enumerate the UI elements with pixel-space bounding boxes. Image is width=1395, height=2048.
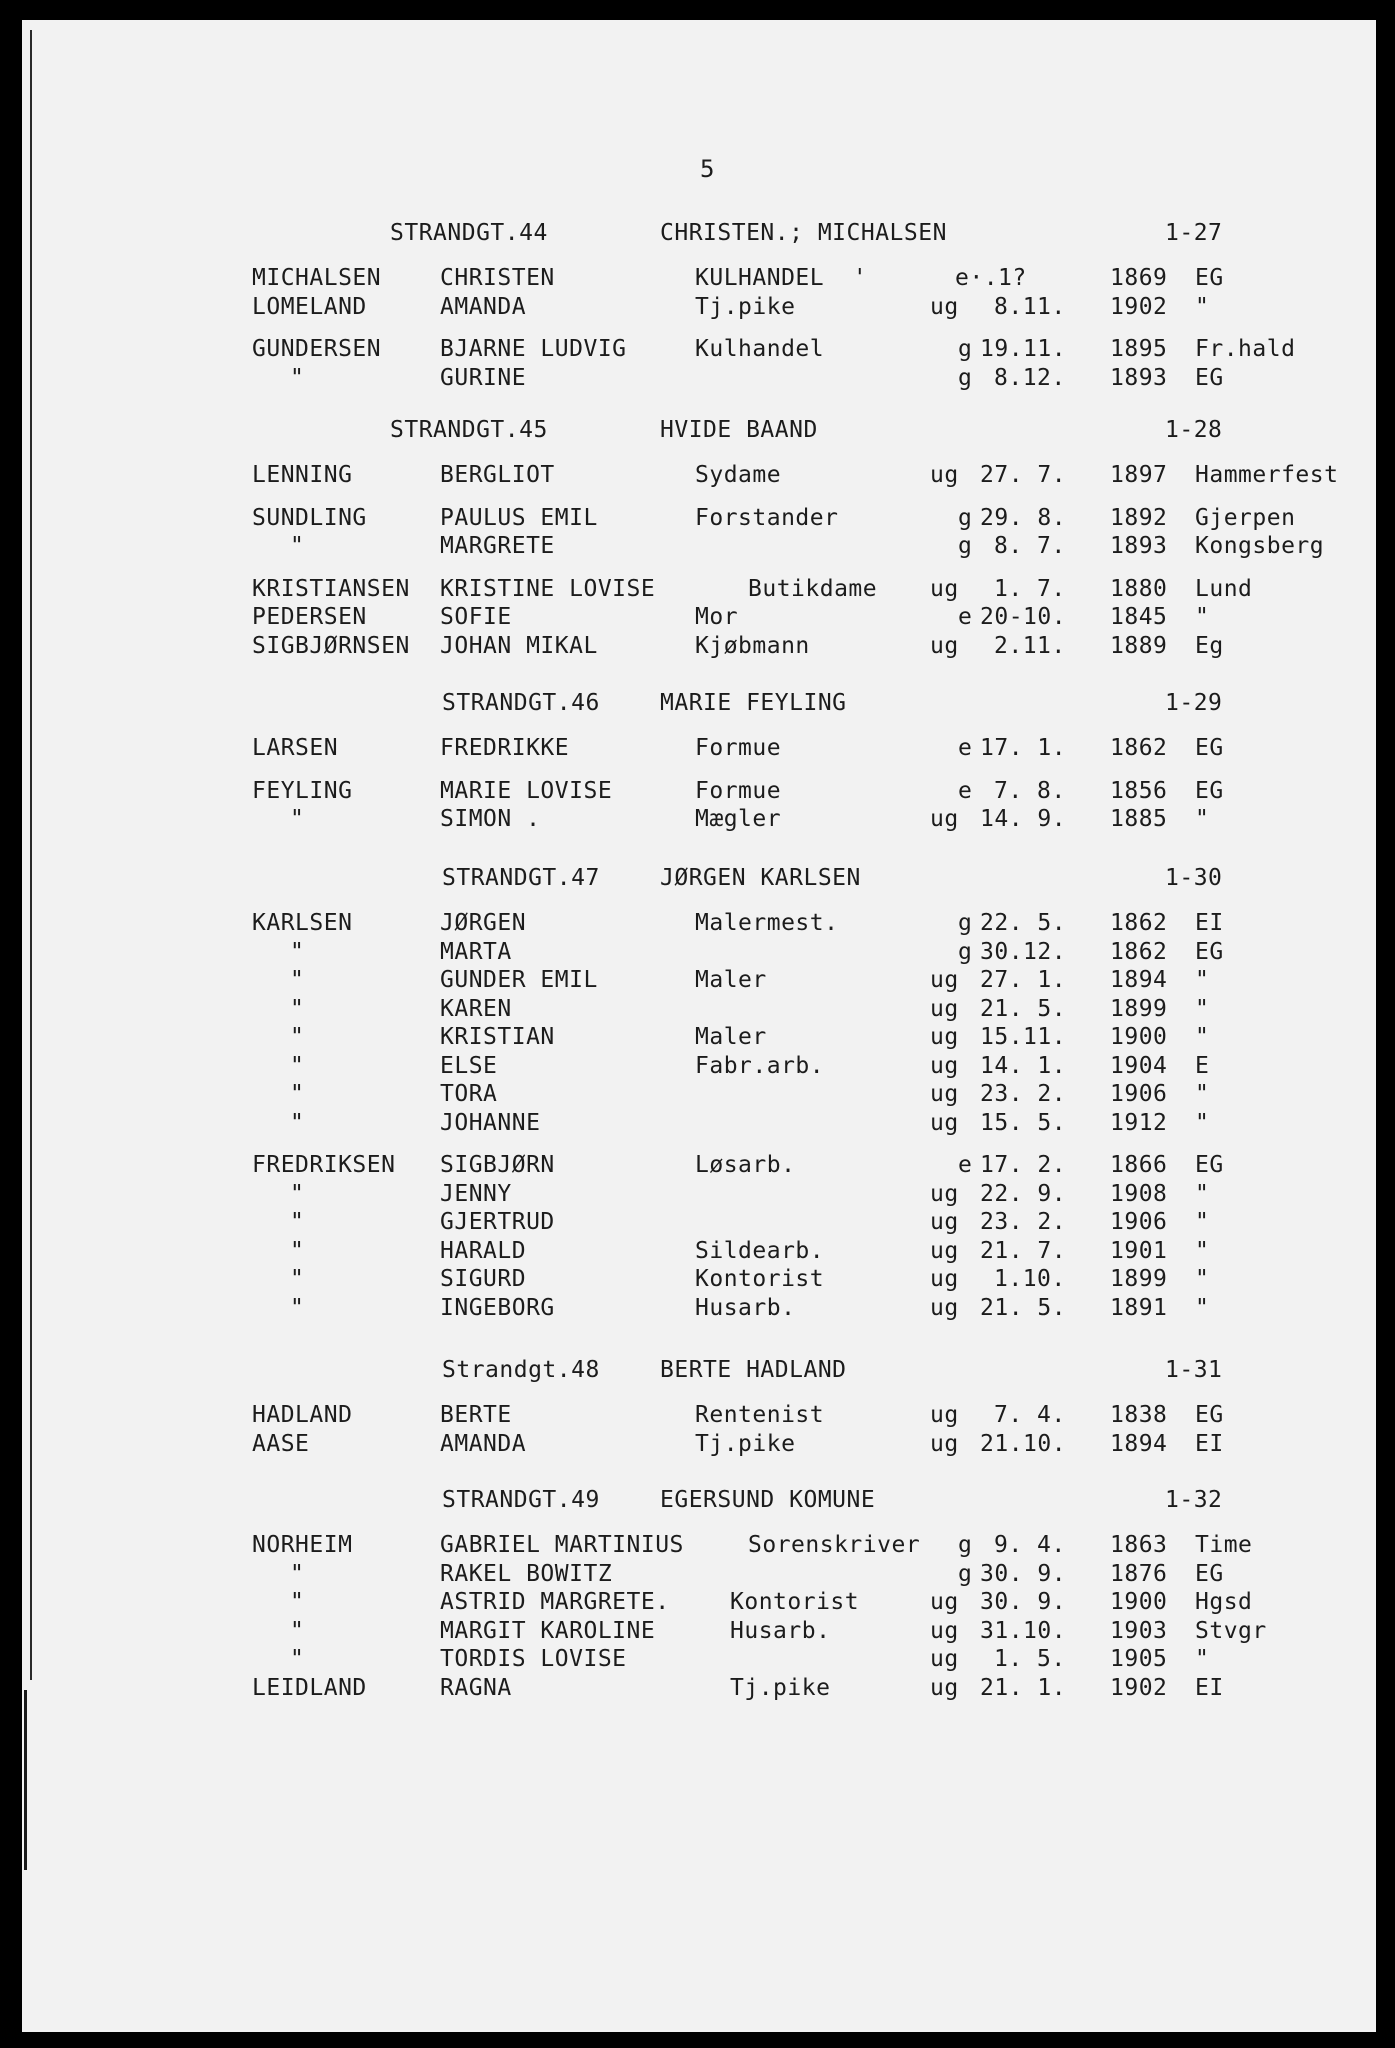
person-surname: LEIDLAND [252,1674,367,1701]
person-marital-status: ug [930,1237,959,1264]
person-surname: KRISTIANSEN [252,575,410,602]
person-birth-year: 1902 [1110,1674,1168,1701]
person-surname: PEDERSEN [252,604,367,630]
person-birthplace: EG [1195,735,1224,761]
person-birth-year: 1895 [1110,336,1168,362]
person-occupation: KULHANDEL ' [695,265,868,291]
person-given-name: ASTRID MARGRETE. [440,1589,670,1615]
person-birth-date: 8. 7. [994,533,1066,559]
person-surname: " [290,364,305,391]
person-birth-date: 31.10. [980,1617,1067,1644]
person-marital-status: g [958,938,973,965]
person-given-name: BJARNE LUDVIG [440,336,627,362]
person-surname: FREDRIKSEN [252,1152,396,1178]
person-occupation: Husarb. [695,1294,796,1321]
person-birth-date: 23. 2. [980,1081,1067,1107]
person-marital-status: e [958,777,973,804]
block-address: Strandgt.48 [442,1357,600,1383]
person-birthplace: " [1195,995,1210,1022]
person-marital-status: ug [930,462,959,488]
person-given-name: JØRGEN [440,910,527,936]
person-birth-date: 21. 7. [980,1237,1067,1264]
person-marital-status: ug [930,1081,959,1107]
person-marital-status: g [958,910,973,936]
person-occupation: Rentenist [695,1402,825,1428]
person-marital-status: ug [930,995,959,1022]
person-surname: " [290,533,305,559]
person-occupation: Mægler [695,806,782,832]
person-birth-year: 1838 [1110,1402,1168,1428]
person-occupation: Tj.pike [730,1674,831,1701]
person-given-name: MARTA [440,938,512,965]
person-birth-year: 1899 [1110,995,1168,1022]
person-marital-status: ug [930,967,959,993]
person-birthplace: " [1195,1209,1210,1235]
person-given-name: TORDIS LOVISE [440,1646,627,1672]
person-birth-year: 1905 [1110,1646,1168,1672]
person-birthplace: Hgsd [1195,1589,1253,1615]
person-birth-year: 1880 [1110,575,1168,602]
person-given-name: GURINE [440,364,527,391]
person-birth-date: 15.11. [980,1024,1067,1050]
person-birth-year: 1892 [1110,504,1168,531]
person-given-name: FREDRIKKE [440,735,570,761]
person-birthplace: EI [1195,1430,1224,1457]
block-address: STRANDGT.44 [390,220,548,246]
block-ref: 1-29 [1165,690,1223,716]
person-birthplace: " [1195,1237,1210,1264]
block-owner: CHRISTEN.; MICHALSEN [660,220,947,246]
person-surname: " [290,1617,305,1644]
person-birth-year: 1902 [1110,293,1168,320]
person-occupation: Maler [695,1024,767,1050]
person-given-name: JOHANNE [440,1109,541,1136]
person-given-name: BERTE [440,1402,512,1428]
person-occupation: Sorenskriver [748,1532,921,1558]
person-occupation: Tj.pike [695,1430,796,1457]
person-given-name: MARGRETE [440,533,555,559]
person-occupation: Kontorist [730,1589,860,1615]
person-birth-year: 1885 [1110,806,1168,832]
person-given-name: PAULUS EMIL [440,504,598,531]
person-surname: " [290,1237,305,1264]
person-occupation: Tj.pike [695,293,796,320]
person-given-name: INGEBORG [440,1294,555,1321]
person-surname: NORHEIM [252,1532,353,1558]
person-birth-year: 1889 [1110,632,1168,659]
person-birth-date: 8.11. [994,293,1066,320]
person-birth-date: 1.10. [994,1266,1066,1292]
person-birth-date: 14. 9. [980,806,1067,832]
person-birthplace: " [1195,1294,1210,1321]
person-occupation: Kulhandel [695,336,825,362]
margin-line [30,30,32,1680]
person-surname: " [290,1294,305,1321]
person-birthplace: " [1195,293,1210,320]
person-birthplace: " [1195,1024,1210,1050]
block-owner: EGERSUND KOMUNE [660,1487,876,1513]
person-surname: AASE [252,1430,310,1457]
person-surname: " [290,1081,305,1107]
person-birth-date: 21. 1. [980,1674,1067,1701]
person-birthplace: EG [1195,938,1224,965]
person-birthplace: EG [1195,364,1224,391]
person-birthplace: Fr.hald [1195,336,1296,362]
person-birthplace: " [1195,806,1210,832]
person-birth-date: 23. 2. [980,1209,1067,1235]
person-birthplace: EI [1195,1674,1224,1701]
person-given-name: KRISTINE LOVISE [440,575,656,602]
person-birthplace: EG [1195,1560,1224,1587]
person-marital-status: ug [930,1180,959,1207]
person-birth-date: 30.12. [980,938,1067,965]
person-birth-year: 1897 [1110,462,1168,488]
person-birth-date: 9. 4. [994,1532,1066,1558]
person-occupation: Fabr.arb. [695,1052,825,1079]
person-marital-status: g [958,1560,973,1587]
person-birthplace: Stvgr [1195,1617,1267,1644]
block-address: STRANDGT.45 [390,417,548,443]
person-birth-date: 2.11. [994,632,1066,659]
person-birth-date: 1. 5. [994,1646,1066,1672]
block-owner: JØRGEN KARLSEN [660,865,861,891]
person-birth-date: 21. 5. [980,995,1067,1022]
person-birth-date: 1. 7. [994,575,1066,602]
person-birth-date: 21. 5. [980,1294,1067,1321]
person-birthplace: Gjerpen [1195,504,1296,531]
person-given-name: AMANDA [440,293,527,320]
person-birth-date: 7. 4. [994,1402,1066,1428]
person-birth-year: 1900 [1110,1024,1168,1050]
person-birth-date: 29. 8. [980,504,1067,531]
person-occupation: Kontorist [695,1266,825,1292]
person-occupation: Forstander [695,504,839,531]
person-birth-year: 1869 [1110,265,1168,291]
person-occupation: Formue [695,735,782,761]
person-birth-date: 14. 1. [980,1052,1067,1079]
person-birth-year: 1862 [1110,910,1168,936]
person-surname: LENNING [252,462,353,488]
person-marital-status: e [958,1152,973,1178]
person-given-name: SIMON . [440,806,541,832]
person-marital-status: ug [930,632,959,659]
person-given-name: CHRISTEN [440,265,555,291]
person-birth-date: 17. 1. [980,735,1067,761]
person-birthplace: EI [1195,910,1224,936]
person-birth-year: 1862 [1110,735,1168,761]
person-birthplace: EG [1195,265,1224,291]
person-given-name: JOHAN MIKAL [440,632,598,659]
person-birthplace: EG [1195,1152,1224,1178]
person-marital-status: ug [930,1109,959,1136]
person-surname: MICHALSEN [252,265,382,291]
person-birth-year: 1893 [1110,533,1168,559]
person-surname: GUNDERSEN [252,336,382,362]
person-birth-year: 1906 [1110,1209,1168,1235]
person-marital-status: ug [930,575,959,602]
person-birth-year: 1912 [1110,1109,1168,1136]
person-marital-status: ug [930,1209,959,1235]
person-marital-status: g [958,504,973,531]
person-birth-year: 1900 [1110,1589,1168,1615]
person-occupation: Maler [695,967,767,993]
block-address: STRANDGT.49 [442,1487,600,1513]
person-surname: FEYLING [252,777,353,804]
person-marital-status: ug [930,1024,959,1050]
person-occupation: Sildearb. [695,1237,825,1264]
person-birthplace: Time [1195,1532,1253,1558]
person-surname: " [290,1560,305,1587]
person-birth-year: 1866 [1110,1152,1168,1178]
block-ref: 1-30 [1165,865,1223,891]
person-birthplace: EG [1195,777,1224,804]
person-surname: " [290,938,305,965]
person-birth-year: 1863 [1110,1532,1168,1558]
person-surname: KARLSEN [252,910,353,936]
person-marital-status: ug [930,293,959,320]
person-birth-year: 1899 [1110,1266,1168,1292]
person-given-name: TORA [440,1081,498,1107]
person-surname: " [290,1209,305,1235]
person-birth-date: 27. 7. [980,462,1067,488]
person-birthplace: E [1195,1052,1210,1079]
person-marital-status: g [958,533,973,559]
person-birthplace: " [1195,1109,1210,1136]
person-given-name: AMANDA [440,1430,527,1457]
person-birthplace: " [1195,604,1210,630]
person-occupation: Husarb. [730,1617,831,1644]
person-given-name: GUNDER EMIL [440,967,598,993]
person-surname: SIGBJØRNSEN [252,632,410,659]
person-birth-year: 1862 [1110,938,1168,965]
person-marital-status: ug [930,1617,959,1644]
person-surname: " [290,995,305,1022]
person-birth-date: 21.10. [980,1430,1067,1457]
person-birth-year: 1906 [1110,1081,1168,1107]
person-birthplace: " [1195,1266,1210,1292]
person-given-name: GABRIEL MARTINIUS [440,1532,684,1558]
person-birth-year: 1894 [1110,1430,1168,1457]
person-marital-status: ug [930,1294,959,1321]
person-given-name: MARGIT KAROLINE [440,1617,656,1644]
person-birth-year: 1908 [1110,1180,1168,1207]
person-marital-status: ug [930,1266,959,1292]
person-birthplace: Kongsberg [1195,533,1325,559]
person-marital-status: e·.1? [955,265,1027,291]
person-given-name: BERGLIOT [440,462,555,488]
person-birth-date: 22. 5. [980,910,1067,936]
person-surname: SUNDLING [252,504,367,531]
block-owner: MARIE FEYLING [660,690,847,716]
person-surname: " [290,1266,305,1292]
person-birth-date: 19.11. [980,336,1067,362]
person-given-name: SIGBJØRN [440,1152,555,1178]
person-birth-year: 1845 [1110,604,1168,630]
person-birth-date: 27. 1. [980,967,1067,993]
person-birth-date: 8.12. [994,364,1066,391]
person-birthplace: Hammerfest [1195,462,1339,488]
person-surname: " [290,1109,305,1136]
person-surname: LARSEN [252,735,339,761]
person-birthplace: " [1195,1646,1210,1672]
person-birthplace: " [1195,967,1210,993]
person-birthplace: " [1195,1180,1210,1207]
person-birthplace: Eg [1195,632,1224,659]
person-surname: " [290,1646,305,1672]
person-birth-year: 1893 [1110,364,1168,391]
person-birth-date: 17. 2. [980,1152,1067,1178]
person-birth-date: 30. 9. [980,1560,1067,1587]
person-occupation: Mor [695,604,739,630]
person-birthplace: Lund [1195,575,1253,602]
block-ref: 1-32 [1165,1487,1223,1513]
person-marital-status: ug [930,806,959,832]
person-given-name: SIGURD [440,1266,527,1292]
person-marital-status: g [958,336,973,362]
person-surname: " [290,967,305,993]
person-surname: " [290,806,305,832]
person-given-name: KAREN [440,995,512,1022]
block-ref: 1-28 [1165,417,1223,443]
person-marital-status: ug [930,1402,959,1428]
person-surname: " [290,1052,305,1079]
person-marital-status: e [958,735,973,761]
person-birth-year: 1876 [1110,1560,1168,1587]
person-birth-year: 1891 [1110,1294,1168,1321]
page-number: 5 [700,155,715,183]
person-surname: " [290,1024,305,1050]
person-marital-status: ug [930,1052,959,1079]
person-birth-year: 1894 [1110,967,1168,993]
person-birthplace: EG [1195,1402,1224,1428]
person-marital-status: g [958,1532,973,1558]
person-surname: " [290,1589,305,1615]
person-occupation: Malermest. [695,910,839,936]
person-surname: HADLAND [252,1402,353,1428]
person-surname: " [290,1180,305,1207]
person-birth-date: 7. 8. [994,777,1066,804]
person-given-name: JENNY [440,1180,512,1207]
block-owner: BERTE HADLAND [660,1357,847,1383]
person-birth-date: 30. 9. [980,1589,1067,1615]
person-birthplace: " [1195,1081,1210,1107]
person-marital-status: ug [930,1430,959,1457]
person-given-name: MARIE LOVISE [440,777,613,804]
person-given-name: SOFIE [440,604,512,630]
person-marital-status: e [958,604,973,630]
person-birth-date: 15. 5. [980,1109,1067,1136]
person-given-name: GJERTRUD [440,1209,555,1235]
person-marital-status: ug [930,1646,959,1672]
person-birth-year: 1904 [1110,1052,1168,1079]
person-surname: LOMELAND [252,293,367,320]
person-marital-status: ug [930,1674,959,1701]
person-birth-year: 1903 [1110,1617,1168,1644]
block-address: STRANDGT.47 [442,865,600,891]
person-marital-status: g [958,364,973,391]
person-given-name: ELSE [440,1052,498,1079]
block-address: STRANDGT.46 [442,690,600,716]
person-given-name: RAKEL BOWITZ [440,1560,613,1587]
person-occupation: Sydame [695,462,782,488]
person-occupation: Kjøbmann [695,632,810,659]
person-occupation: Formue [695,777,782,804]
person-marital-status: ug [930,1589,959,1615]
block-ref: 1-31 [1165,1357,1223,1383]
person-birth-date: 22. 9. [980,1180,1067,1207]
person-occupation: Butikdame [748,575,878,602]
person-birth-year: 1856 [1110,777,1168,804]
block-owner: HVIDE BAAND [660,417,818,443]
person-birth-year: 1901 [1110,1237,1168,1264]
person-occupation: Løsarb. [695,1152,796,1178]
person-given-name: HARALD [440,1237,527,1264]
person-given-name: KRISTIAN [440,1024,555,1050]
person-birth-date: 20-10. [980,604,1067,630]
margin-mark [24,1690,27,1870]
person-given-name: RAGNA [440,1674,512,1701]
block-ref: 1-27 [1165,220,1223,246]
